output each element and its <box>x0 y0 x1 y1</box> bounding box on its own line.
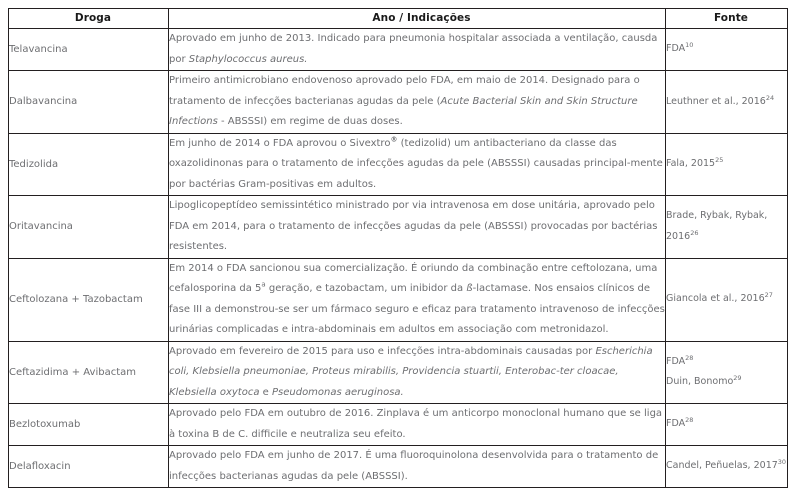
cell-drug-name: Delafloxacin <box>9 446 169 488</box>
column-header-ano-indicacoes-label: Ano / Indicações <box>372 11 471 24</box>
cell-source: FDA$^{28}$ <box>666 404 788 446</box>
cell-drug-name: Telavancina <box>9 29 169 71</box>
cell-drug-name: Oritavancina <box>9 196 169 259</box>
cell-drug-name: Bezlotoxumab <box>9 404 169 446</box>
cell-description: Primeiro antimicrobiano endovenoso aprovado pelo FDA, em maio de 2014. Designado para o tratamento de infecções bacterianas agudas da pele (Acute Bacterial Skin and Skin Structure Infections - ABSSSI) em regime de duas doses. <box>169 71 666 134</box>
table-header <box>9 9 788 29</box>
cell-drug-name: Dalbavancina <box>9 71 169 134</box>
table-row <box>9 446 788 488</box>
table-row <box>9 133 788 196</box>
table-row <box>9 341 788 404</box>
drug-indications-table <box>8 8 788 488</box>
cell-description: Aprovado pelo FDA em junho de 2017. É uma fluoroquinolona desenvolvida para o tratamento de infecções bacterianas agudas da pele (ABSSSI). <box>169 446 666 488</box>
cell-description: Lipoglicopeptídeo semissintético ministrado por via intravenosa em dose unitária, aprovado pelo FDA em 2014, para o tratamento de infecções agudas da pele (ABSSSI) provocadas por bactérias resistentes. <box>169 196 666 259</box>
cell-source: Brade, Rybak, Rybak, 2016$^{26}$ <box>666 196 788 259</box>
cell-description: Em junho de 2014 o FDA aprovou o Sivextro® (tedizolid) um antibacteriano da classe das oxazolidinonas para o tratamento de infecções agudas da pele (ABSSSI) causadas principal-mente por bactérias Gram-positivas em adultos. <box>169 133 666 196</box>
table-row <box>9 71 788 134</box>
cell-source: FDA$^{28}$ Duin, Bonomo$^{29}$ <box>666 341 788 404</box>
table-row <box>9 29 788 71</box>
cell-drug-name: Ceftazidima + Avibactam <box>9 341 169 404</box>
cell-drug-name: Ceftolozana + Tazobactam <box>9 258 169 341</box>
column-header-ano-indicacoes <box>169 9 666 29</box>
table-row <box>9 258 788 341</box>
column-header-fonte-label: Fonte <box>713 11 749 24</box>
drug-table-container <box>8 8 787 488</box>
column-header-fonte <box>666 9 788 29</box>
cell-source: Leuthner et al., 2016$^{24}$ <box>666 71 788 134</box>
table-row <box>9 404 788 446</box>
cell-source: Giancola et al., 2016$^{27}$ <box>666 258 788 341</box>
cell-drug-name: Tedizolida <box>9 133 169 196</box>
cell-source: FDA$^{10}$ <box>666 29 788 71</box>
table-body <box>9 29 788 488</box>
table-header-row <box>9 9 788 29</box>
cell-description: Aprovado em junho de 2013. Indicado para pneumonia hospitalar associada a ventilação, causda por Staphylococcus aureus. <box>169 29 666 71</box>
column-header-droga <box>9 9 169 29</box>
table-row <box>9 196 788 259</box>
cell-source: Fala, 2015$^{25}$ <box>666 133 788 196</box>
column-header-droga-label: Droga <box>74 11 112 24</box>
cell-description: Aprovado pelo FDA em outubro de 2016. Zinplava é um anticorpo monoclonal humano que se liga à toxina B de C. difficile e neutraliza seu efeito. <box>169 404 666 446</box>
cell-source: Candel, Peñuelas, 2017$^{30}$ <box>666 446 788 488</box>
cell-description: Em 2014 o FDA sancionou sua comercialização. É oriundo da combinação entre ceftolozana, uma cefalosporina da 5$^a$ geração, e tazobactam, um inibidor da ß-lactamase. Nos ensaios clínicos de fase III a demonstrou-se ser um fármaco seguro e eficaz para tratamento intravenoso de infecções urinárias complicadas e intra-abdominais em adultos em associação com metronidazol. <box>169 258 666 341</box>
cell-description: Aprovado em fevereiro de 2015 para uso e infecções intra-abdominais causadas por Escherichia coli, Klebsiella pneumoniae, Proteus mirabilis, Providencia stuartii, Enterobac-ter cloacae, Klebsiella oxytoca e Pseudomonas aeruginosa. <box>169 341 666 404</box>
